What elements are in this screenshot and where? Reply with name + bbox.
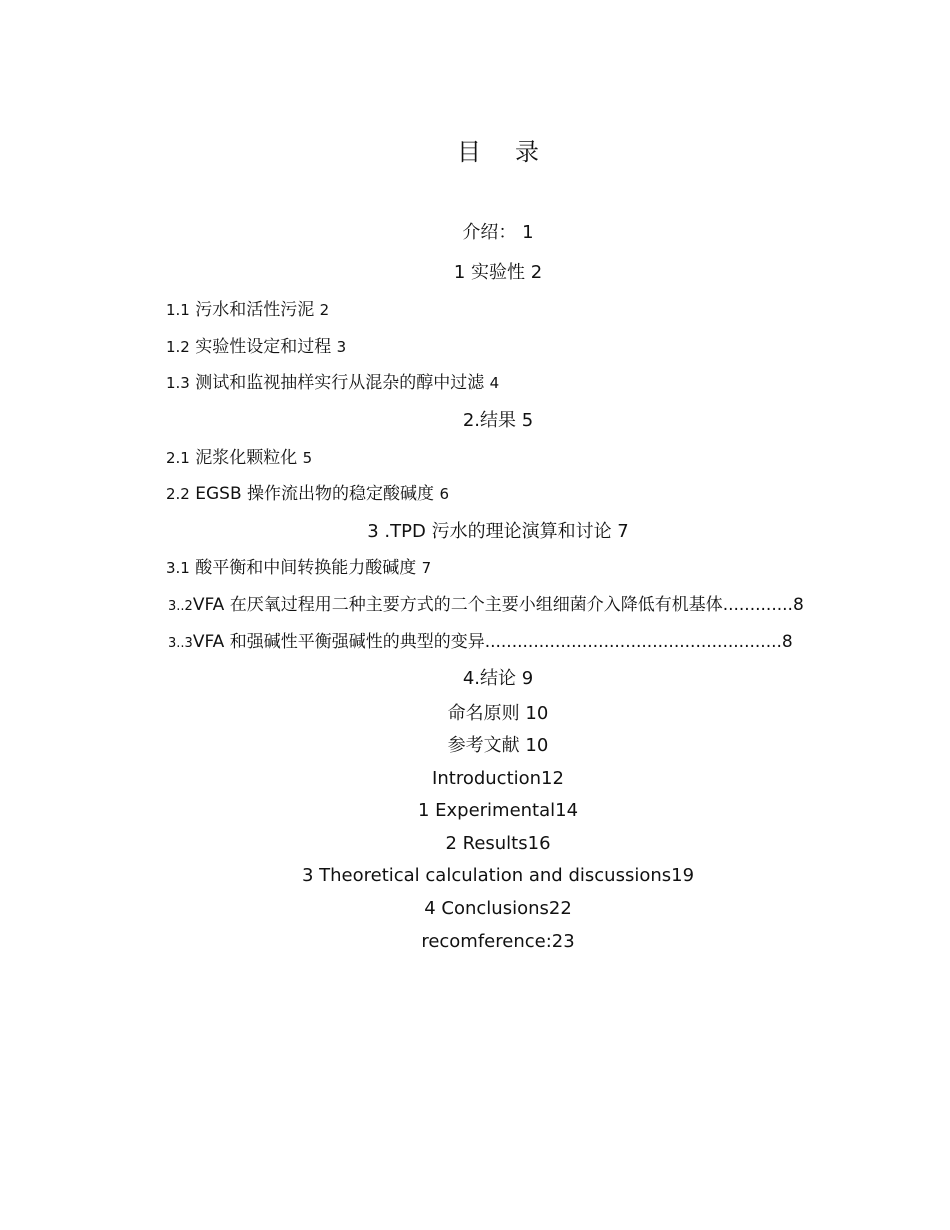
toc-en-conclusions[interactable]: 4 Conclusions22 (424, 898, 572, 919)
toc-section-3-2[interactable] (168, 596, 804, 615)
toc-entry-page: 6 (439, 485, 449, 503)
toc-section-3-1[interactable] (166, 559, 431, 578)
toc-entry-text: 泥浆化颗粒化 (195, 448, 298, 468)
toc-entry-text: EGSB 操作流出物的稳定酸碱度 (189, 484, 435, 504)
toc-entry-page: 3 (336, 338, 347, 356)
toc-section-3-3[interactable] (168, 633, 793, 652)
toc-entry-number: 3..2 (168, 599, 193, 614)
toc-en-experimental[interactable]: 1 Experimental14 (417, 800, 579, 821)
toc-entry-number: 2.1 (166, 449, 190, 467)
toc-naming[interactable]: 命名原则 10 (447, 703, 549, 724)
toc-entry-number: 2.2 (166, 485, 190, 503)
toc-entry-page: 4 (489, 374, 500, 392)
toc-entry-text: 污水和活性污泥 (195, 300, 315, 320)
toc-en-results[interactable]: 2 Results16 (445, 833, 551, 854)
toc-section-1[interactable]: 1 实验性 2 (453, 262, 543, 283)
toc-section-3[interactable]: 3 .TPD 污水的理论演算和讨论 7 (367, 521, 629, 542)
toc-section-2-2[interactable] (166, 485, 449, 504)
toc-entry-number: 3.1 (166, 559, 190, 577)
toc-title-left: 目 (457, 138, 481, 166)
toc-entry-number: 1.2 (166, 338, 190, 356)
toc-entry-text: VFA 和强碱性平衡强碱性的典型的变异....................................................... (192, 632, 782, 652)
toc-title (0, 132, 950, 167)
toc-entry-page: 5 (302, 449, 313, 467)
toc-entry-page: 7 (421, 559, 432, 577)
toc-entry-page: 8 (781, 632, 793, 652)
toc-entry-text: 实验性设定和过程 (195, 337, 332, 357)
toc-section-4[interactable]: 4.结论 9 (462, 668, 534, 689)
toc-entry-text: 酸平衡和中间转换能力酸碱度 (195, 558, 417, 578)
toc-section-1-1[interactable] (166, 301, 329, 320)
toc-entry-text: 测试和监视抽样实行从混杂的醇中过滤 (195, 373, 485, 393)
toc-references[interactable]: 参考文献 10 (447, 735, 549, 756)
toc-entry-number: 3..3 (168, 636, 193, 651)
toc-section-1-3[interactable] (166, 374, 499, 393)
toc-entry-page: 2 (319, 301, 330, 319)
toc-section-2[interactable]: 2.结果 5 (462, 410, 534, 431)
toc-title-right: 录 (515, 138, 539, 166)
toc-en-introduction[interactable]: Introduction12 (432, 768, 564, 789)
toc-entry-number: 1.1 (166, 301, 190, 319)
toc-en-references[interactable]: recomference:23 (421, 931, 575, 952)
toc-en-theory[interactable]: 3 Theoretical calculation and discussions19 (301, 865, 695, 886)
toc-intro[interactable]: 介绍： 1 (462, 222, 534, 243)
toc-section-2-1[interactable] (166, 449, 312, 468)
toc-entry-text: VFA 在厌氧过程用二种主要方式的二个主要小组细菌介入降低有机基体............. (192, 595, 793, 615)
toc-section-1-2[interactable] (166, 338, 346, 357)
toc-entry-number: 1.3 (166, 374, 190, 392)
toc-entry-page: 8 (792, 595, 804, 615)
